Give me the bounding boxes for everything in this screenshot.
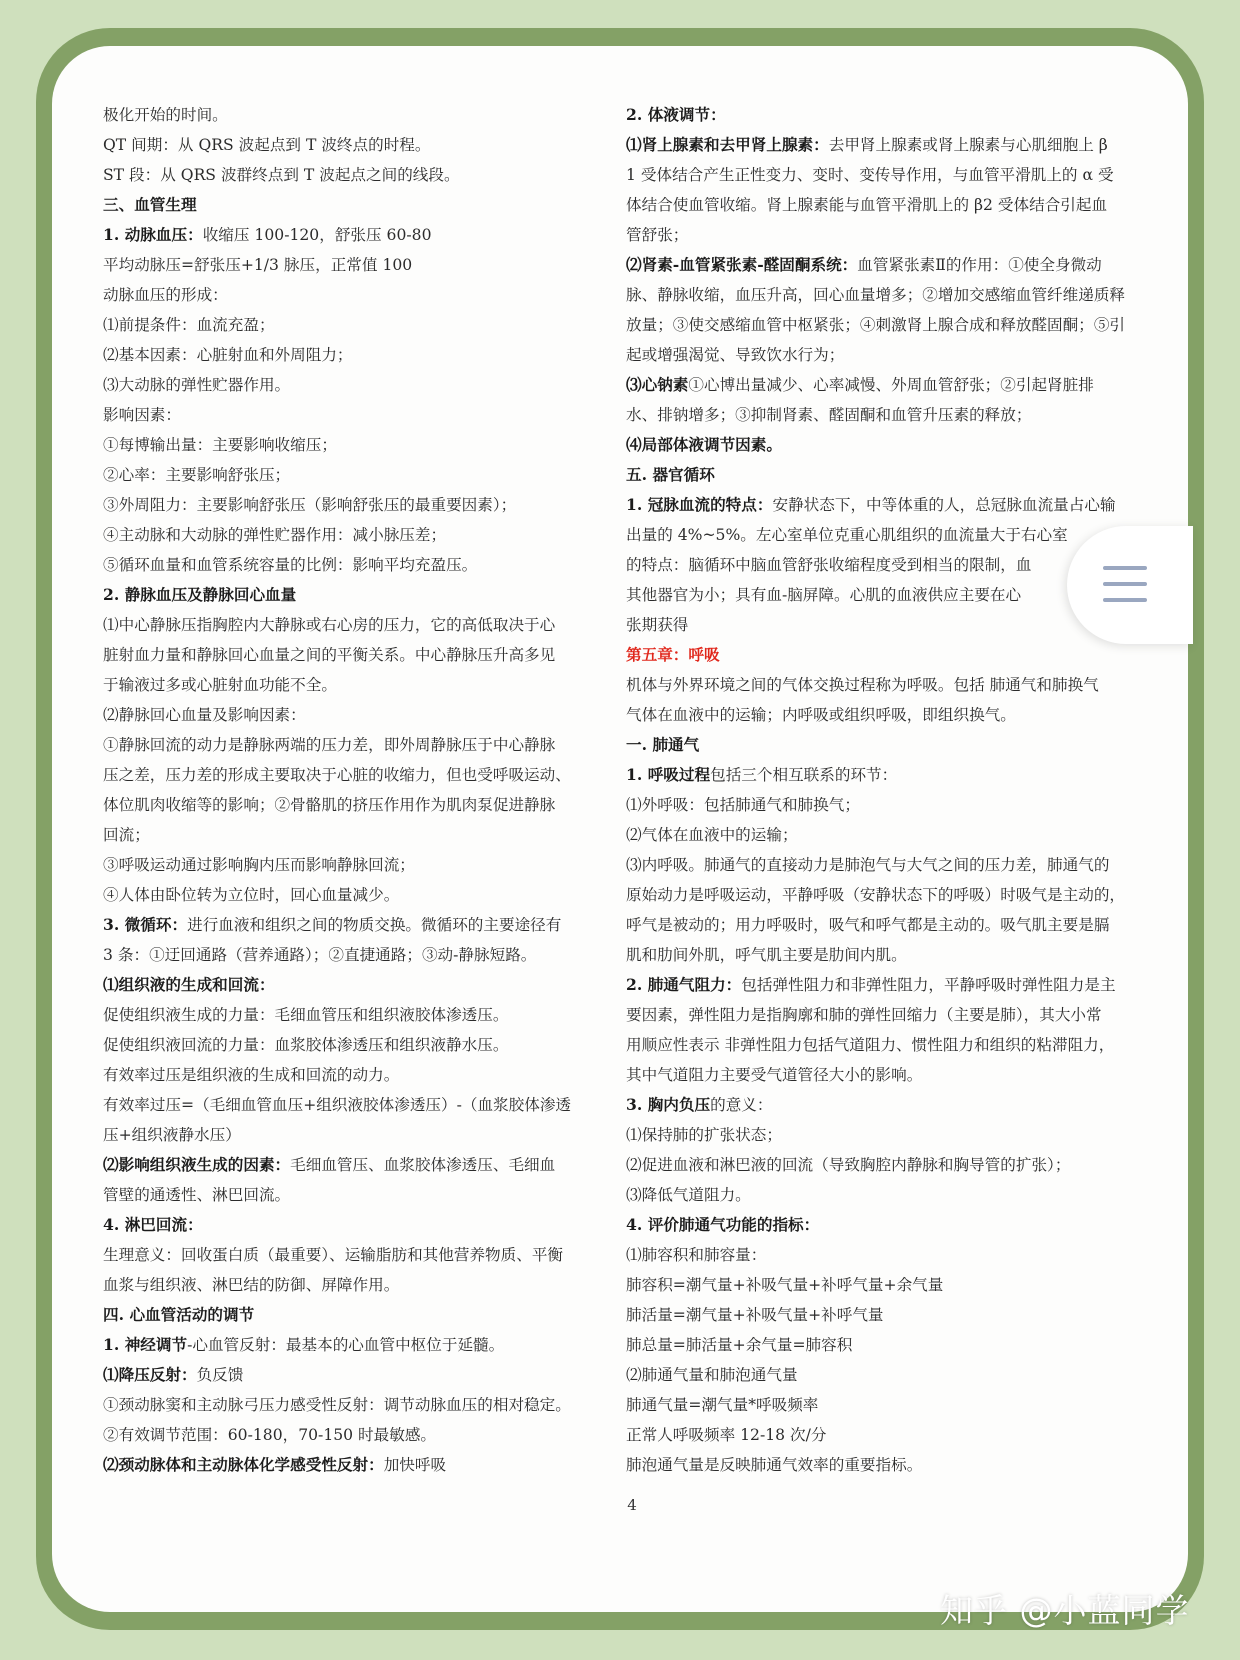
text-line <box>103 910 608 940</box>
line-text: 管舒张； <box>626 226 689 244</box>
line-text: 要因素，弹性阻力是指胸廓和肺的弹性回缩力（主要是肺），其大小常 <box>626 1006 1102 1024</box>
text-line <box>626 820 1158 850</box>
line-text: 管壁的通透性、淋巴回流。 <box>103 1186 291 1204</box>
text-line <box>103 1240 608 1270</box>
line-text: 脏射血力量和静脉回心血量之间的平衡关系。中心静脉压升高多见 <box>103 646 556 664</box>
line-text: 于输液过多或心脏射血功能不全。 <box>103 676 337 694</box>
line-text: ⑵促进血液和淋巴液的回流（导致胸腔内静脉和胸导管的扩张）； <box>626 1156 1071 1174</box>
line-text: 肌和肋间外肌，呼气肌主要是肋间内肌。 <box>626 946 907 964</box>
line-text: ⑶降低气道阻力。 <box>626 1186 751 1204</box>
text-line <box>626 490 1158 520</box>
line-text: 起或增强渴觉、导致饮水行为； <box>626 346 845 364</box>
line-text: 第五章：呼吸 <box>626 645 720 664</box>
line-text: ②心率：主要影响舒张压； <box>103 466 291 484</box>
text-line <box>626 1330 1158 1360</box>
line-text: ⑤循环血量和血管系统容量的比例：影响平均充盈压。 <box>103 556 478 574</box>
line-text: ⑶内呼吸。肺通气的直接动力是肺泡气与大气之间的压力差，肺通气的 <box>626 856 1110 874</box>
text-line <box>103 820 608 850</box>
line-text: 平均动脉压=舒张压+1/3 脉压，正常值 100 <box>103 256 413 274</box>
line-text: ⑶大动脉的弹性贮器作用。 <box>103 376 291 394</box>
line-text: 三、血管生理 <box>103 195 197 214</box>
text-line <box>626 910 1158 940</box>
left-text-column <box>103 100 608 1480</box>
text-line <box>626 1060 1158 1090</box>
text-line <box>626 760 1158 790</box>
line-text: ⑴组织液的生成和回流： <box>103 975 275 994</box>
inline-heading: ⑴肾上腺素和去甲肾上腺素： <box>626 135 829 154</box>
line-text: 压之差，压力差的形成主要取决于心脏的收缩力，但也受呼吸运动、 <box>103 766 571 784</box>
text-line <box>103 520 608 550</box>
text-line <box>103 940 608 970</box>
line-text: ⑴前提条件：血流充盈； <box>103 316 275 334</box>
text-line <box>626 1450 1158 1480</box>
line-text: 促使组织液回流的力量：血浆胶体渗透压和组织液静水压。 <box>103 1036 509 1054</box>
line-text: 负反馈 <box>196 1366 244 1384</box>
text-line <box>103 1060 608 1090</box>
line-text: 极化开始的时间。 <box>103 106 228 124</box>
text-line <box>103 550 608 580</box>
section-heading <box>626 460 1158 490</box>
text-line <box>626 400 1158 430</box>
text-line <box>626 130 1158 160</box>
text-line <box>626 1180 1158 1210</box>
inline-heading: 3. 胸内负压 <box>626 1095 711 1114</box>
text-line <box>626 280 1158 310</box>
text-line <box>103 490 608 520</box>
line-text: 4. 淋巴回流： <box>103 1215 203 1234</box>
inline-heading: 1. 呼吸过程 <box>626 765 711 784</box>
text-line <box>103 460 608 490</box>
text-line <box>626 940 1158 970</box>
section-heading <box>103 1210 608 1240</box>
inline-heading: 1. 动脉血压： <box>103 225 203 244</box>
text-line <box>626 700 1158 730</box>
line-text: ③外周阻力：主要影响舒张压（影响舒张压的最重要因素）； <box>103 496 517 514</box>
text-line <box>103 250 608 280</box>
line-text: 其中气道阻力主要受气道管径大小的影响。 <box>626 1066 923 1084</box>
text-line <box>626 1150 1158 1180</box>
line-text: 血浆与组织液、淋巴结的防御、屏障作用。 <box>103 1276 400 1294</box>
text-line <box>626 160 1158 190</box>
text-line <box>103 1420 608 1450</box>
line-text: 用顺应性表示 非弹性阻力包括气道阻力、惯性阻力和组织的粘滞阻力， <box>626 1036 1115 1054</box>
line-text: 机体与外界环境之间的气体交换过程称为呼吸。包括 肺通气和肺换气 <box>626 676 1099 694</box>
text-line <box>103 1390 608 1420</box>
line-text: 2. 体液调节： <box>626 105 726 124</box>
text-line <box>103 130 608 160</box>
line-text: 动脉血压的形成： <box>103 286 228 304</box>
text-line <box>626 1360 1158 1390</box>
line-text: ⑴外呼吸：包括肺通气和肺换气； <box>626 796 860 814</box>
section-heading <box>103 970 608 1000</box>
line-text: ①每博输出量：主要影响收缩压； <box>103 436 337 454</box>
text-line <box>626 1000 1158 1030</box>
line-text: 促使组织液生成的力量：毛细血管压和组织液胶体渗透压。 <box>103 1006 509 1024</box>
line-text: 安静状态下，中等体重的人，总冠脉血流量占心输 <box>772 496 1116 514</box>
text-line <box>103 1000 608 1030</box>
line-text: ①颈动脉窦和主动脉弓压力感受性反射：调节动脉血压的相对稳定。 <box>103 1396 571 1414</box>
line-text: 加快呼吸 <box>383 1456 447 1474</box>
text-line <box>103 220 608 250</box>
floating-menu-button[interactable] <box>1067 526 1193 644</box>
line-text: 3 条：①迂回通路（营养通路）；②直捷通路；③动-静脉短路。 <box>103 946 537 964</box>
text-line <box>103 730 608 760</box>
line-text: ⑴保持肺的扩张状态； <box>626 1126 782 1144</box>
line-text: 一. 肺通气 <box>626 735 700 754</box>
line-text: 压+组织液静水压） <box>103 1126 241 1144</box>
text-line <box>103 400 608 430</box>
text-line <box>103 1270 608 1300</box>
text-line <box>103 1120 608 1150</box>
text-line <box>103 1180 608 1210</box>
line-text: ①心博出量减少、心率减慢、外周血管舒张；②引起肾脏排 <box>688 376 1094 394</box>
text-line <box>103 160 608 190</box>
line-text: 五. 器官循环 <box>626 465 715 484</box>
line-text: ⑴肺容积和肺容量： <box>626 1246 767 1264</box>
section-heading <box>626 730 1158 760</box>
line-text: 肺总量=肺活量+余气量=肺容积 <box>626 1336 853 1354</box>
section-heading <box>103 1300 608 1330</box>
line-text: 收缩压 100-120，舒张压 60-80 <box>202 226 432 244</box>
text-line <box>103 1150 608 1180</box>
line-text: 去甲肾上腺素或肾上腺素与心肌细胞上 β <box>828 136 1108 154</box>
line-text: 包括弹性阻力和非弹性阻力，平静呼吸时弹性阻力是主 <box>741 976 1116 994</box>
section-heading <box>626 640 1158 670</box>
line-text: 毛细血管压、血浆胶体渗透压、毛细血 <box>290 1156 556 1174</box>
inline-heading: ⑶心钠素 <box>626 375 689 394</box>
line-text: 其他器官为小；具有血-脑屏障。心肌的血液供应主要在心 <box>626 586 1022 604</box>
line-text: ①静脉回流的动力是静脉两端的压力差，即外周静脉压于中心静脉 <box>103 736 556 754</box>
line-text: ②有效调节范围：60-180，70-150 时最敏感。 <box>103 1426 437 1444</box>
text-line <box>626 1390 1158 1420</box>
inline-heading: 1. 神经调节 <box>103 1335 188 1354</box>
line-text: 影响因素： <box>103 406 181 424</box>
text-line <box>103 340 608 370</box>
text-line <box>626 1030 1158 1060</box>
inline-heading: 3. 微循环： <box>103 915 188 934</box>
text-line <box>626 310 1158 340</box>
section-heading <box>626 100 1158 130</box>
line-text: 体位肌肉收缩等的影响；②骨骼肌的挤压作用作为肌肉泵促进静脉 <box>103 796 556 814</box>
line-text: -心血管反射：最基本的心血管中枢位于延髓。 <box>187 1336 505 1354</box>
line-text: 脉、静脉收缩，血压升高，回心血量增多；②增加交感缩血管纤维递质释 <box>626 286 1126 304</box>
line-text: 生理意义：回收蛋白质（最重要）、运输脂肪和其他营养物质、平衡 <box>103 1246 564 1264</box>
line-text: 肺通气量=潮气量*呼吸频率 <box>626 1396 819 1414</box>
text-line <box>103 640 608 670</box>
text-line <box>626 1120 1158 1150</box>
text-line <box>103 880 608 910</box>
line-text: 血管紧张素Ⅱ的作用：①使全身微动 <box>857 256 1102 274</box>
line-text: 水、排钠增多；③抑制肾素、醛固酮和血管升压素的释放； <box>626 406 1032 424</box>
line-text: 的意义： <box>710 1096 773 1114</box>
text-line <box>103 700 608 730</box>
line-text: 呼气是被动的；用力呼吸时，吸气和呼气都是主动的。吸气肌主要是膈 <box>626 916 1110 934</box>
text-line <box>103 1360 608 1390</box>
text-line <box>103 430 608 460</box>
hamburger-menu-icon <box>1103 564 1147 604</box>
text-line <box>626 1270 1158 1300</box>
text-line <box>103 1030 608 1060</box>
text-line <box>103 310 608 340</box>
line-text: 有效率过压=（毛细血管血压+组织液胶体渗透压）-（血浆胶体渗透 <box>103 1096 572 1114</box>
line-text: 4. 评价肺通气功能的指标： <box>626 1215 820 1234</box>
text-line <box>103 850 608 880</box>
line-text: 1 受体结合产生正性变力、变时、变传导作用，与血管平滑肌上的 α 受 <box>626 166 1114 184</box>
line-text: ⑵基本因素：心脏射血和外周阻力； <box>103 346 353 364</box>
line-text: ④主动脉和大动脉的弹性贮器作用：减小脉压差； <box>103 526 447 544</box>
line-text: QT 间期：从 QRS 波起点到 T 波终点的时程。 <box>103 136 431 154</box>
line-text: 体结合使血管收缩。肾上腺素能与血管平滑肌上的 β2 受体结合引起血 <box>626 196 1108 214</box>
line-text: ⑵静脉回心血量及影响因素： <box>103 706 306 724</box>
text-line <box>626 340 1158 370</box>
line-text: 进行血液和组织之间的物质交换。微循环的主要途径有 <box>187 916 562 934</box>
page-number: 4 <box>627 1496 637 1514</box>
line-text: 放量；③使交感缩血管中枢紧张；④刺激肾上腺合成和释放醛固酮；⑤引 <box>626 316 1126 334</box>
text-line <box>626 220 1158 250</box>
text-line <box>626 880 1158 910</box>
text-line <box>626 520 1158 550</box>
text-line <box>626 370 1158 400</box>
text-line <box>103 670 608 700</box>
line-text: 原始动力是呼吸运动，平静呼吸（安静状态下的呼吸）时吸气是主动的， <box>626 886 1126 904</box>
line-text: ⑵气体在血液中的运输； <box>626 826 798 844</box>
line-text: 肺泡通气量是反映肺通气效率的重要指标。 <box>626 1456 923 1474</box>
text-line <box>626 1300 1158 1330</box>
inline-heading: 1. 冠脉血流的特点： <box>626 495 773 514</box>
line-text: 气体在血液中的运输；内呼吸或组织呼吸，即组织换气。 <box>626 706 1016 724</box>
section-heading <box>626 430 1158 460</box>
line-text: ③呼吸运动通过影响胸内压而影响静脉回流； <box>103 856 415 874</box>
line-text: 肺活量=潮气量+补吸气量+补呼气量 <box>626 1306 884 1324</box>
text-line <box>626 190 1158 220</box>
line-text: 回流； <box>103 826 150 844</box>
line-text: ⑷局部体液调节因素。 <box>626 435 782 454</box>
text-line <box>103 610 608 640</box>
line-text: 肺容积=潮气量+补吸气量+补呼气量+余气量 <box>626 1276 944 1294</box>
text-line <box>626 670 1158 700</box>
text-line <box>103 1090 608 1120</box>
inline-heading: 2. 肺通气阻力： <box>626 975 742 994</box>
zhihu-watermark: 知乎 @小蓝同学 <box>940 1591 1190 1630</box>
section-heading <box>103 190 608 220</box>
line-text: ④人体由卧位转为立位时，回心血量减少。 <box>103 886 400 904</box>
text-line <box>626 850 1158 880</box>
line-text: ⑴中心静脉压指胸腔内大静脉或右心房的压力，它的高低取决于心 <box>103 616 556 634</box>
text-line <box>626 1090 1158 1120</box>
text-line <box>103 1450 608 1480</box>
line-text: 的特点：脑循环中脑血管舒张收缩程度受到相当的限制，血 <box>626 556 1032 574</box>
text-line <box>626 970 1158 1000</box>
text-line <box>103 1330 608 1360</box>
line-text: 四. 心血管活动的调节 <box>103 1305 255 1324</box>
line-text: ⑵肺通气量和肺泡通气量 <box>626 1366 798 1384</box>
line-text: 有效率过压是组织液的生成和回流的动力。 <box>103 1066 400 1084</box>
text-line <box>626 250 1158 280</box>
inline-heading: ⑴降压反射： <box>103 1365 197 1384</box>
section-heading <box>626 1210 1158 1240</box>
line-text: 正常人呼吸频率 12-18 次/分 <box>626 1426 827 1444</box>
inline-heading: ⑵肾素-血管紧张素-醛固酮系统： <box>626 255 858 274</box>
line-text: 张期获得 <box>626 616 689 634</box>
text-line <box>626 790 1158 820</box>
text-line <box>103 760 608 790</box>
line-text: 包括三个相互联系的环节： <box>710 766 898 784</box>
section-heading <box>103 580 608 610</box>
line-text: 2. 静脉血压及静脉回心血量 <box>103 585 297 604</box>
line-text: 出量的 4%~5%。左心室单位克重心肌组织的血流量大于右心室 <box>626 526 1068 544</box>
inline-heading: ⑵影响组织液生成的因素： <box>103 1155 291 1174</box>
text-line <box>103 790 608 820</box>
text-line <box>626 1420 1158 1450</box>
right-text-column <box>626 100 1158 1480</box>
text-line <box>103 280 608 310</box>
text-line <box>626 1240 1158 1270</box>
text-line <box>103 100 608 130</box>
inline-heading: ⑵颈动脉体和主动脉体化学感受性反射： <box>103 1455 384 1474</box>
line-text: ST 段：从 QRS 波群终点到 T 波起点之间的线段。 <box>103 166 460 184</box>
text-line <box>103 370 608 400</box>
